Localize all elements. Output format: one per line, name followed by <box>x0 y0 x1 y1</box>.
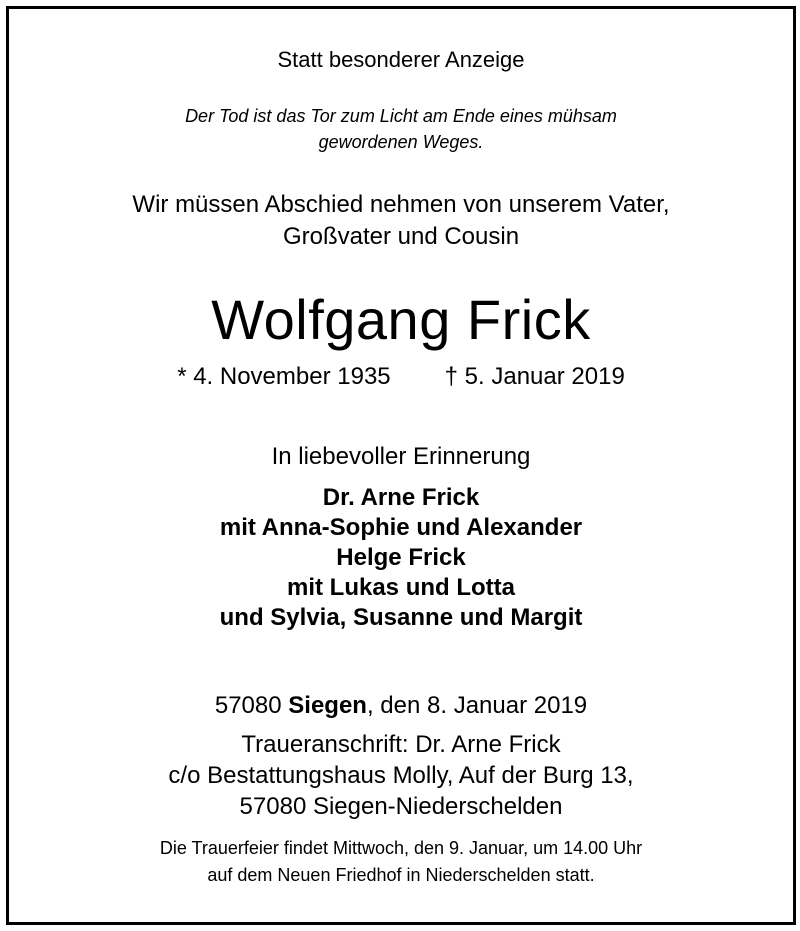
service-line: Die Trauerfeier findet Mittwoch, den 9. Januar, um 14.00 Uhr <box>159 838 643 858</box>
memory-line: In liebevoller Erinnerung <box>271 443 531 470</box>
mourner-line: mit Anna-Sophie und Alexander <box>219 514 583 541</box>
mourner-line: mit Lukas und Lotta <box>287 574 515 601</box>
address-line: 57080 Siegen-Niederschelden <box>239 793 563 820</box>
quote-line: Der Tod ist das Tor zum Licht am Ende eines mühsam <box>185 106 617 126</box>
address-line: Traueranschrift: Dr. Arne Frick <box>241 731 561 758</box>
place-city: Siegen <box>288 692 367 719</box>
notice-header: Statt besonderer Anzeige <box>277 47 525 72</box>
death-date: † 5. Januar 2019 <box>444 363 625 390</box>
mourner-line: und Sylvia, Susanne und Margit <box>219 604 583 631</box>
notice-intro <box>9 189 793 253</box>
mourning-address <box>9 729 793 822</box>
funeral-service-info <box>9 835 793 889</box>
place-date: , den 8. Januar 2019 <box>366 692 588 719</box>
mourner-line: Dr. Arne Frick <box>322 484 480 511</box>
birth-date: * 4. November 1935 <box>177 363 391 390</box>
obituary-notice-frame <box>6 6 796 925</box>
quote-line: gewordenen Weges. <box>318 132 484 152</box>
service-line: auf dem Neuen Friedhof in Niederschelden statt. <box>207 865 595 885</box>
life-dates <box>9 363 793 391</box>
place-postcode: 57080 <box>214 692 282 719</box>
address-line: c/o Bestattungshaus Molly, Auf der Burg 13, <box>168 762 634 789</box>
notice-quote <box>9 103 793 155</box>
mourners-list <box>9 483 793 633</box>
place-and-date <box>9 692 793 720</box>
mourner-line: Helge Frick <box>336 544 466 571</box>
deceased-name: Wolfgang Frick <box>211 288 591 351</box>
intro-line: Großvater und Cousin <box>282 223 520 250</box>
intro-line: Wir müssen Abschied nehmen von unserem Vater, <box>132 191 670 218</box>
